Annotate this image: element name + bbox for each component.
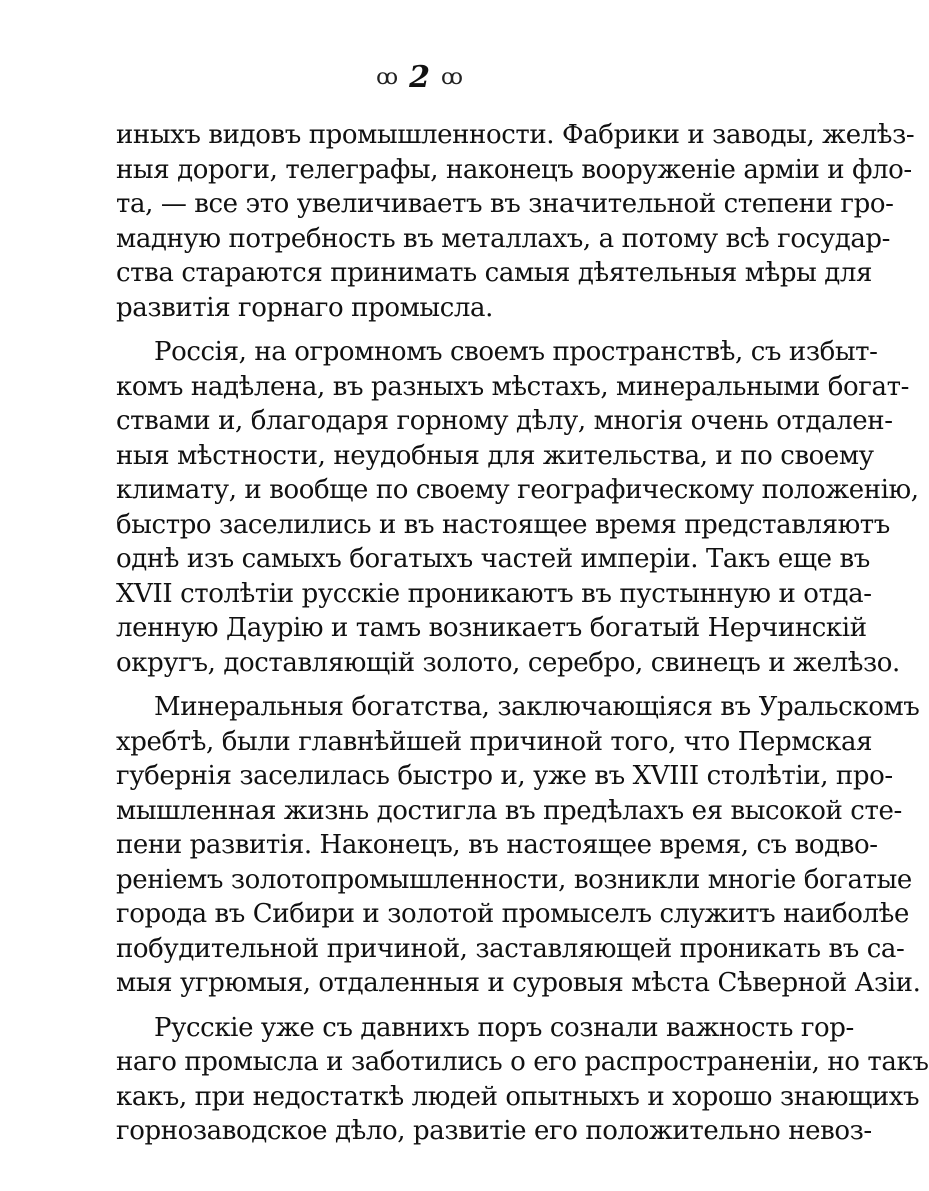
text-line: быстро заселились и въ настоящее время представляютъ [116,509,890,540]
body-text [116,118,929,1159]
page-number: 2 [409,60,431,95]
text-line: города въ Сибири и золотой промыселъ служитъ наиболѣе [116,899,909,929]
text-line: климату, и вообще по своему географическому положенію, [116,475,919,505]
paragraph-1 [116,118,915,325]
text-line: мадную потребность въ металлахъ, а потому всѣ государ- [116,223,891,254]
text-line: горнозаводское дѣло, развитіе его положительно невоз- [116,1116,872,1146]
text-line: Минеральныя богатства, заключающіяся въ Уральскомъ [154,692,920,722]
text-line: пени развитія. Наконецъ, въ настоящее время, съ водво- [116,830,878,860]
text-line: ства стараются принимать самыя дѣятельныя мѣры для [116,258,872,288]
text-line: Русскіе уже съ давнихъ поръ сознали важность гор- [154,1012,854,1043]
ornament-left-icon: ꝏ [376,65,400,90]
text-line: Россія, на огромномъ своемъ пространствѣ, съ избыт- [154,337,878,367]
text-line: реніемъ золотопромышленности, возникли многіе богатые [116,864,912,895]
text-line: ныя дороги, телеграфы, наконецъ вооруженіе арміи и фло- [116,154,912,185]
text-line: губернія заселилась быстро и, уже въ XVIII столѣтіи, про- [116,761,893,791]
text-line: наго промысла и заботились о его распространеніи, но такъ [116,1047,929,1077]
text-line: однѣ изъ самыхъ богатыхъ частей имперіи. Такъ еще въ [116,544,870,574]
text-line: ствами и, благодаря горному дѣлу, многія очень отдален- [116,406,893,436]
paragraph-3 [116,690,921,1001]
ornament-right-icon: ꝏ [440,65,464,90]
text-line: округъ, доставляющій золото, серебро, свинецъ и желѣзо. [116,647,900,678]
text-line: хребтѣ, были главнѣйшей причиной того, что Пермская [116,726,873,757]
text-line: развитія горнаго промысла. [116,292,493,323]
text-line: мышленная жизнь достигла въ предѣлахъ ея высокой сте- [116,795,902,826]
text-line: иныхъ видовъ промышленности. Фабрики и заводы, желѣз- [116,120,915,150]
text-line: ленную Даурію и тамъ возникаетъ богатый Нерчинскій [116,613,867,643]
page-header [0,58,840,98]
text-line: побудительной причиной, заставляющей проникать въ са- [116,933,905,964]
text-line: та, — все это увеличиваетъ въ значительной степени гро- [116,189,894,219]
text-line: ныя мѣстности, неудобныя для жительства, и по своему [116,440,874,471]
paragraph-2 [116,335,919,680]
text-line: мыя угрюмыя, отдаленныя и суровыя мѣста Сѣверной Азіи. [116,968,921,998]
text-line: какъ, при недостаткѣ людей опытныхъ и хорошо знающихъ [116,1081,920,1112]
paragraph-4 [116,1011,929,1149]
text-line: комъ надѣлена, въ разныхъ мѣстахъ, минеральными богат- [116,371,909,402]
text-line: XVII столѣтіи русскіе проникаютъ въ пустынную и отда- [116,578,872,609]
